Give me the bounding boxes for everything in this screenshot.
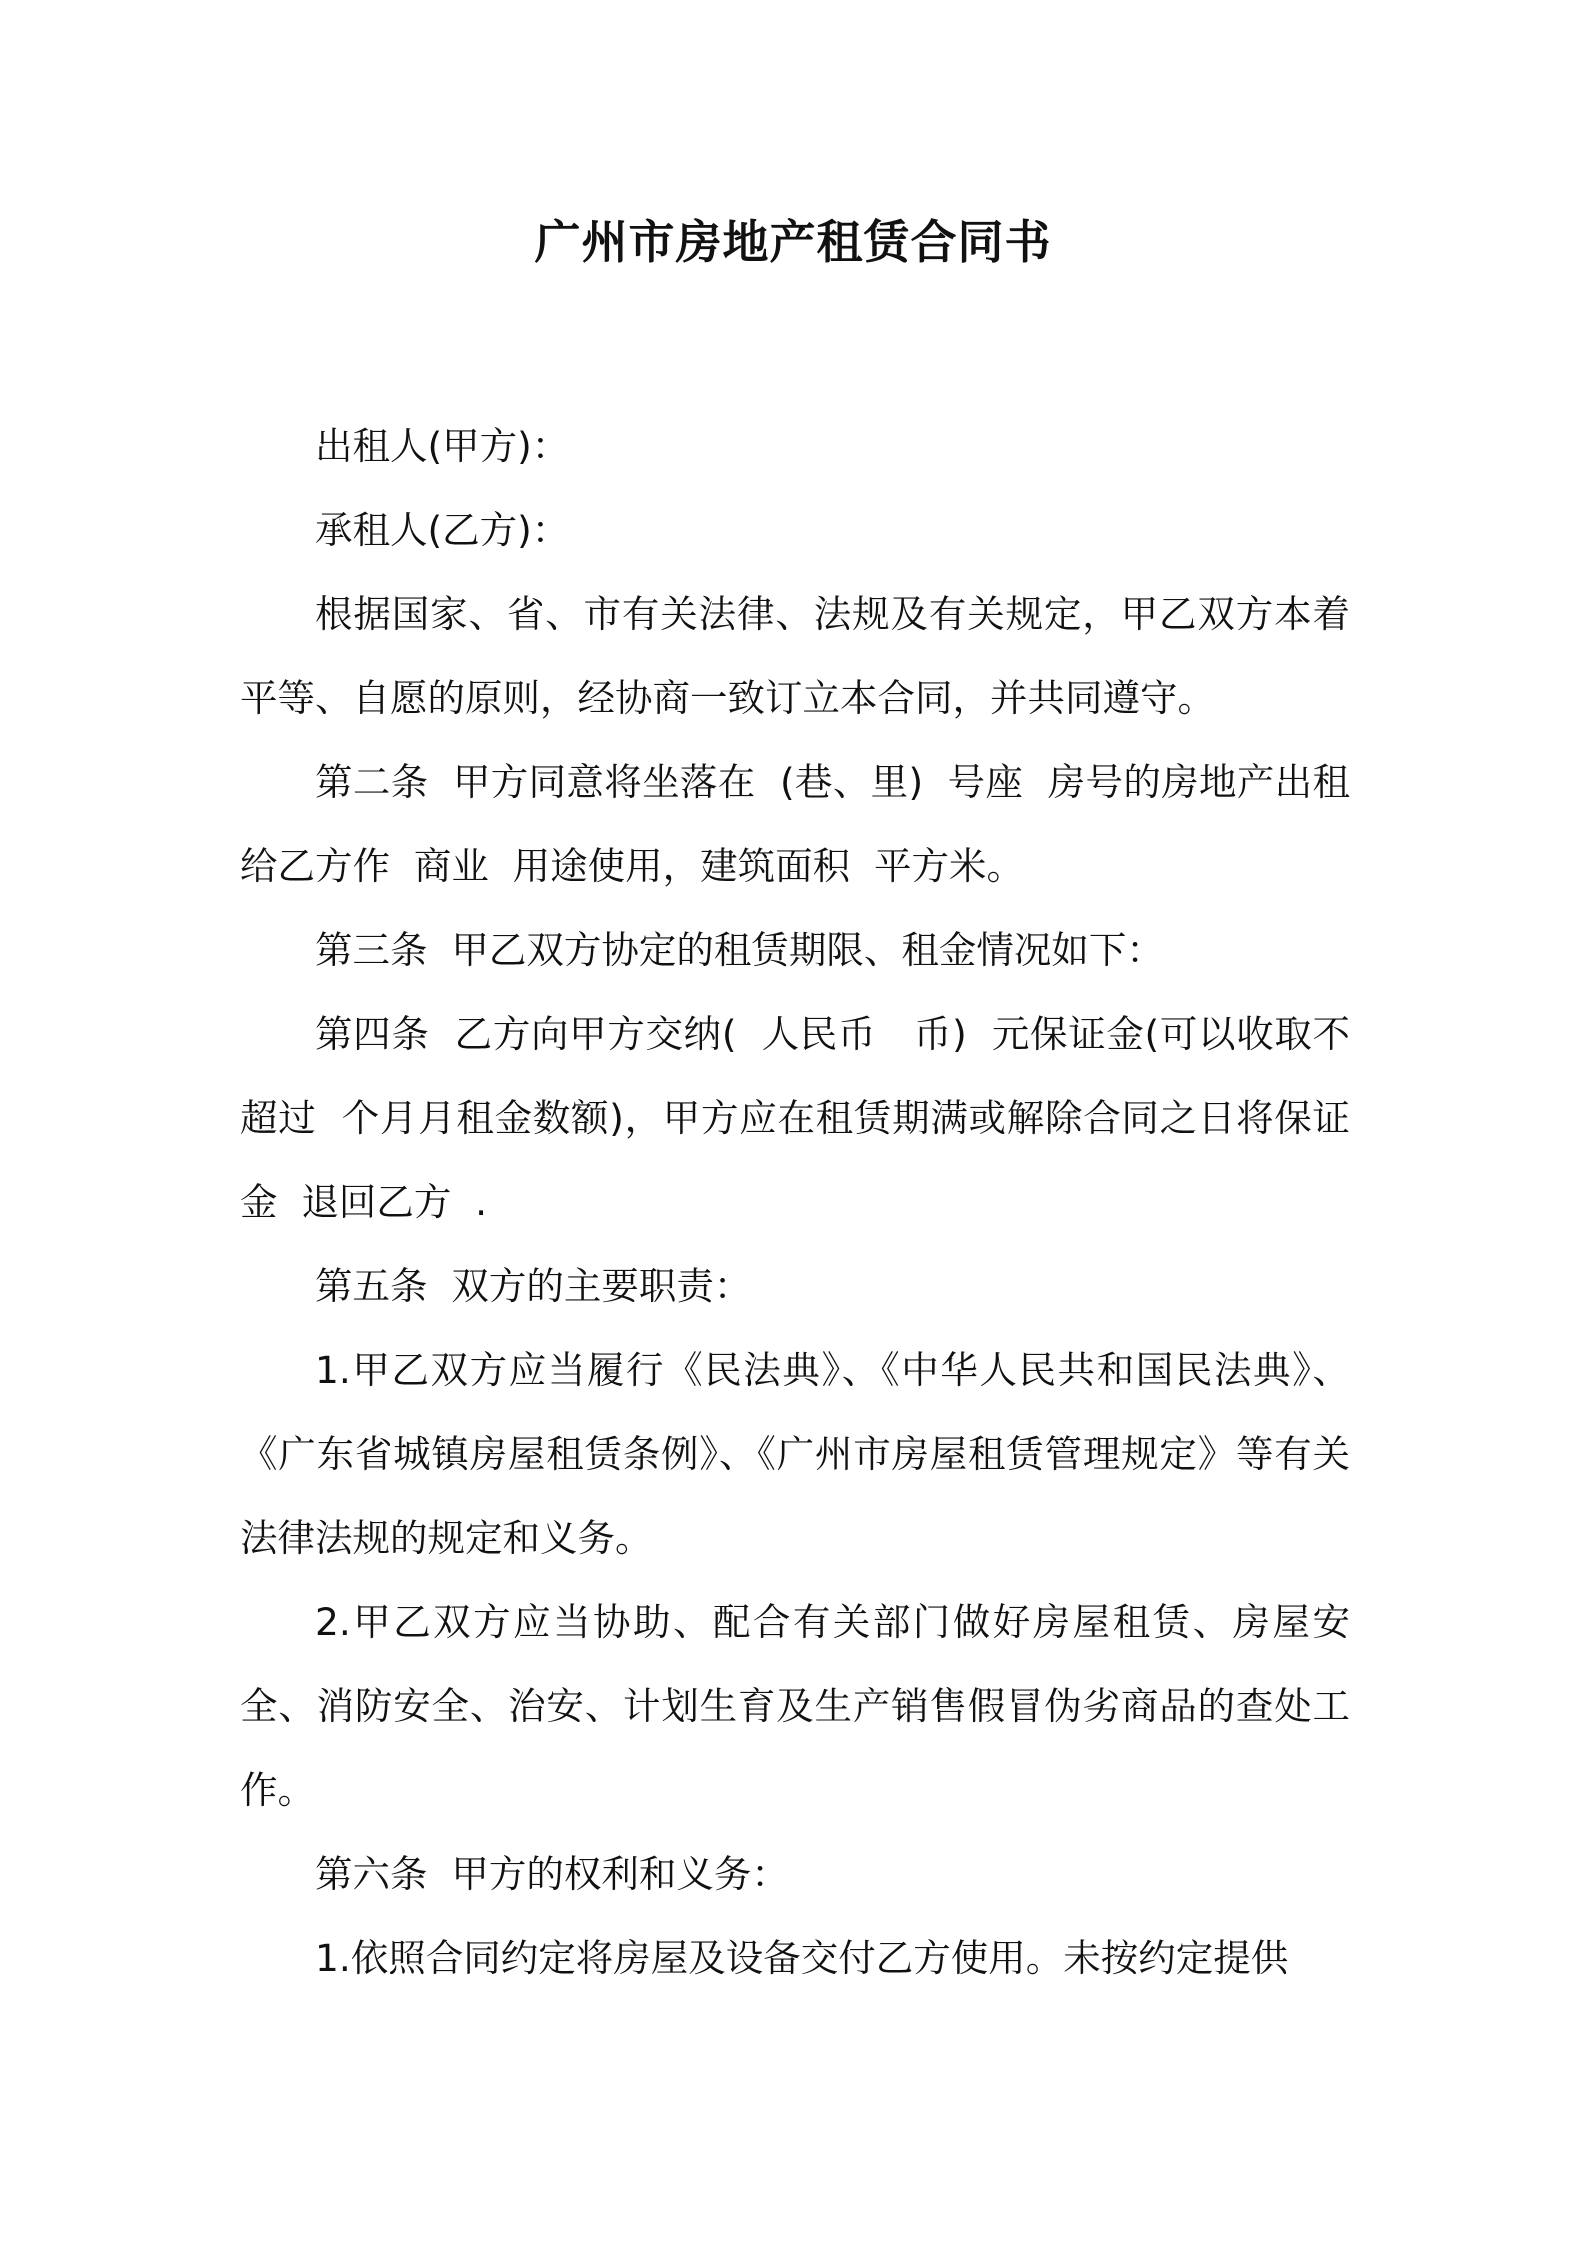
article-6-heading: 第六条 甲方的权利和义务： [315,1852,789,1896]
article-2-paragraph: 第二条 甲方同意将坐落在 (巷、里) 号座 房号的房地产出租给乙方作 商业 用途使用，建筑面积 平方米。 [240,760,1350,888]
article-6-item-1: 1.依照合同约定将房屋及设备交付乙方使用。未按约定提供 [315,1936,1289,1980]
preamble-paragraph: 根据国家、省、市有关法律、法规及有关规定，甲乙双方本着平等、自愿的原则，经协商一致订立本合同，并共同遵守。 [240,592,1350,720]
lessor-line: 出租人(甲方)： [315,424,570,468]
article-5-item-2: 2.甲乙双方应当协助、配合有关部门做好房屋租赁、房屋安全、消防安全、治安、计划生育及生产销售假冒伪劣商品的查处工作。 [240,1600,1350,1812]
document-body [240,404,1350,2000]
document-title: 广州市房地产租赁合同书 [534,215,1052,269]
lessee-line: 承租人(乙方)： [315,508,570,552]
article-4-paragraph: 第四条 乙方向甲方交纳( 人民币 币) 元保证金(可以收取不超过 个月月租金数额)，甲方应在租赁期满或解除合同之日将保证金 退回乙方 . [240,1012,1350,1224]
article-3-paragraph: 第三条 甲乙双方协定的租赁期限、租金情况如下： [315,928,1164,972]
article-5-heading: 第五条 双方的主要职责： [315,1264,752,1308]
article-5-item-1: 1.甲乙双方应当履行《民法典》、《中华人民共和国民法典》、《广东省城镇房屋租赁条例》、《广州市房屋租赁管理规定》等有关法律法规的规定和义务。 [240,1348,1350,1560]
